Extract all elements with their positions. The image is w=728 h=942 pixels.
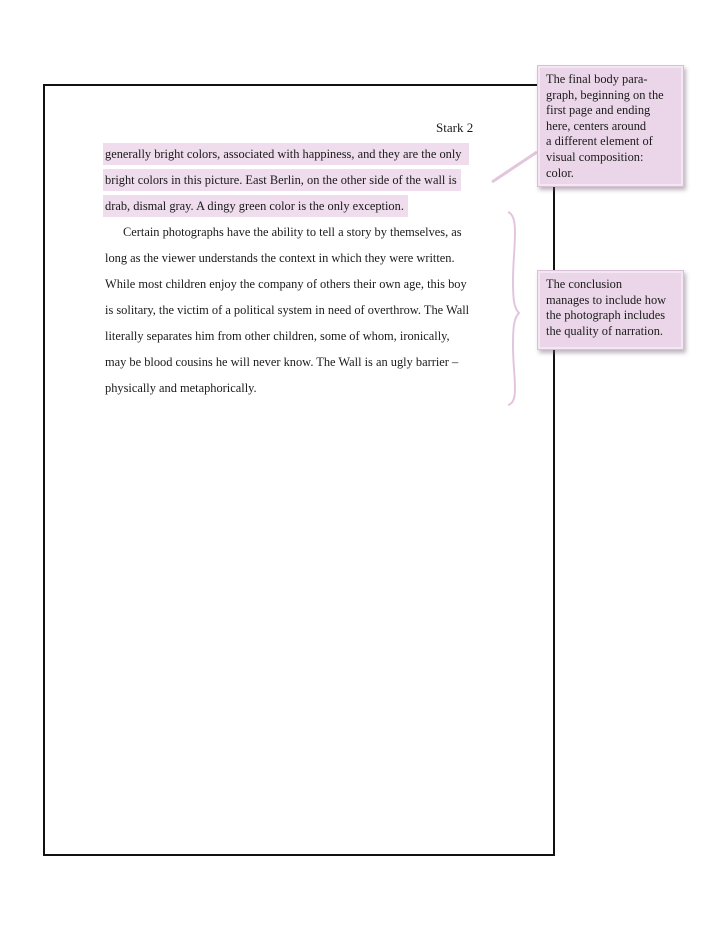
conclusion-line: literally separates him from other children, some of whom, ironically,	[105, 329, 450, 343]
callout-text: the quality of narration.	[546, 323, 663, 338]
conclusion-line: Certain photographs have the ability to tell a story by themselves, as	[123, 225, 462, 239]
highlighted-line	[105, 195, 497, 221]
highlighted-text: drab, dismal gray. A dingy green color is the only exception.	[103, 195, 408, 217]
highlighted-text: bright colors in this picture. East Berlin, on the other side of the wall is	[103, 169, 461, 191]
highlighted-text: generally bright colors, associated with happiness, and they are the only	[103, 143, 469, 165]
highlighted-line	[105, 169, 497, 195]
callout-text: manages to include how	[546, 292, 667, 307]
callout-text: The final body para-	[546, 72, 648, 86]
conclusion-line: physically and metaphorically.	[105, 381, 257, 395]
callout-text: color.	[546, 165, 574, 180]
callout-text: The conclusion	[546, 277, 623, 291]
callout-text: first page and ending	[546, 103, 651, 118]
essay-body	[105, 143, 497, 403]
callout-body-paragraph	[537, 65, 684, 187]
callout-text: visual composition:	[546, 149, 644, 164]
callout-text: graph, beginning on the	[546, 87, 664, 102]
running-head: Stark 2	[436, 120, 474, 135]
conclusion-line: long as the viewer understands the context in which they were written.	[105, 251, 455, 265]
highlighted-line	[105, 143, 497, 169]
callout-conclusion	[537, 270, 684, 350]
conclusion-line: may be blood cousins he will never know. The Wall is an ugly barrier –	[105, 355, 459, 369]
callout-text: the photograph includes	[546, 308, 666, 323]
conclusion-line: is solitary, the victim of a political system in need of overthrow. The Wall	[105, 303, 470, 317]
callout-text: a different element of	[546, 134, 653, 149]
callout-text: here, centers around	[546, 118, 647, 133]
conclusion-line: While most children enjoy the company of others their own age, this boy	[105, 277, 467, 291]
